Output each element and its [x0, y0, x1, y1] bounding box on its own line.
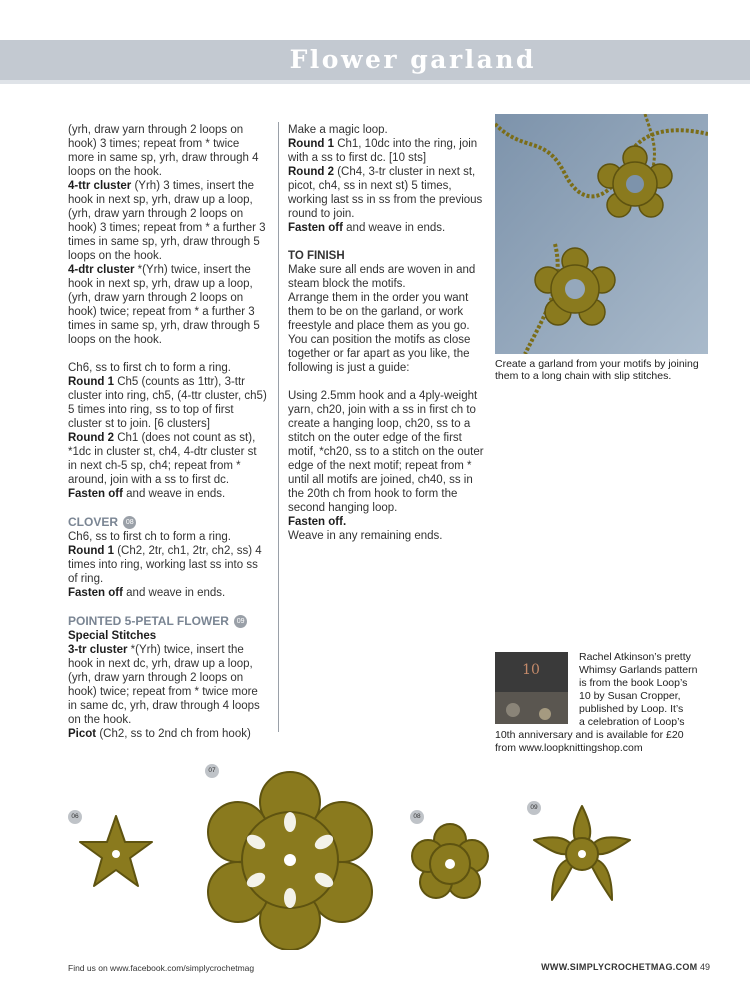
- c2-fasten-text: and weave in ends.: [342, 222, 446, 234]
- fasten-term: Fasten off: [68, 488, 123, 500]
- c2-round2-paragraph: [288, 165, 484, 221]
- tr-cluster-paragraph: [68, 643, 268, 727]
- pointed-flower-motif-09: [530, 802, 634, 906]
- clover-ring-text: Ch6, ss to first ch to form a ring.: [68, 531, 231, 543]
- picot-text: (Ch2, ss to 2nd ch from hook): [96, 728, 251, 740]
- book-line-4: 10 by Susan Cropper,: [579, 690, 681, 702]
- ttr-cluster-paragraph: [68, 179, 268, 263]
- clover-fasten-term: Fasten off: [68, 587, 123, 599]
- c2-round2-text: (Ch4, 3-tr cluster in next st, picot, ch4, ss in next st) 5 times, working last ss in ss from the previous round to join.: [288, 166, 483, 220]
- motif-label-08: 08: [410, 810, 424, 824]
- star-motif-06: [76, 812, 156, 892]
- page-number: 49: [699, 962, 710, 972]
- clover-title: CLOVER: [68, 515, 119, 529]
- footer-facebook: Find us on www.facebook.com/simplycrochetmag: [68, 963, 255, 973]
- ttr-cluster-text: (Yrh) 3 times, insert the hook in next sp, yrh, draw up a loop, (yrh, draw yarn through 2 loops on hook) 3 times; repeat from * a further 3 times in same sp, yrh, draw through 5 loops on the hook.: [68, 180, 266, 262]
- special-stitches-heading: Special Stitches: [68, 630, 157, 642]
- book-line-5: published by Loop. It’s: [579, 703, 684, 715]
- c2-fasten-paragraph: [288, 221, 484, 235]
- clover-round1-term: Round 1: [68, 545, 114, 557]
- book-credit: [495, 651, 720, 755]
- book-cover-number: 10: [522, 662, 540, 678]
- dtr-cluster-paragraph: [68, 263, 268, 347]
- book-line-2: Whimsy Garlands pattern: [579, 664, 698, 676]
- tr-cluster-text: *(Yrh) twice, insert the hook in next dc, yrh, draw up a loop, (yrh, draw yarn through 2 loops on hook) twice; repeat from * twice more in same dc, yrh, draw through 4 loops on the hook.: [68, 644, 260, 726]
- clover-motif-08: [410, 822, 490, 902]
- column-divider: [278, 122, 279, 732]
- dtr-cluster-term: 4-dtr cluster: [68, 264, 135, 276]
- text-column-2: [288, 123, 484, 543]
- pointed-badge: 09: [234, 615, 247, 628]
- cluster-continued-text: (yrh, draw yarn through 2 loops on hook) 3 times; repeat from * twice more in same sp, yrh, draw through 4 loops on the hook.: [68, 124, 259, 178]
- round1-paragraph: [68, 375, 268, 431]
- round1-term: Round 1: [68, 376, 114, 388]
- picot-paragraph: [68, 727, 268, 741]
- round2-paragraph: [68, 431, 268, 487]
- round2-term: Round 2: [68, 432, 114, 444]
- weave-final: Weave in any remaining ends.: [288, 530, 443, 542]
- book-line-7: 10th anniversary and is available for £20: [495, 729, 684, 741]
- pointed-heading: [68, 614, 268, 629]
- ring-text: Ch6, ss to first ch to form a ring.: [68, 362, 231, 374]
- fasten-text: and weave in ends.: [122, 488, 226, 500]
- clover-fasten-text: and weave in ends.: [122, 587, 226, 599]
- ttr-cluster-term: 4-ttr cluster: [68, 180, 132, 192]
- finish-paragraph-3: Using 2.5mm hook and a 4ply-weight yarn, ch20, join with a ss in first ch to create a hanging loop, ch20, ss to a stitch on the outer edge of the first motif, *ch20, ss to a stitch on the outer edge of the next motif; repeat from * until all motifs are joined, ch40, ss in the 20th ch from hook to form the second hanging loop.: [288, 390, 484, 514]
- clover-round1-paragraph: [68, 544, 268, 586]
- round2-text: Ch1 (does not count as st), *1dc in cluster st, ch4, 4-dtr cluster st in next ch-5 sp, ch4; repeat from * around, join with a ss to first dc.: [68, 432, 257, 486]
- clover-fasten-paragraph: [68, 586, 268, 600]
- book-line-6: a celebration of Loop’s: [579, 716, 685, 728]
- text-column-1: [68, 123, 268, 741]
- book-line-8: from www.loopknittingshop.com: [495, 742, 643, 754]
- pointed-title: POINTED 5-PETAL FLOWER: [68, 614, 229, 628]
- finish-paragraph-1: Make sure all ends are woven in and steam block the motifs.: [288, 264, 476, 290]
- clover-round1-text: (Ch2, 2tr, ch1, 2tr, ch2, ss) 4 times into ring, working last ss into ss of ring.: [68, 545, 262, 585]
- book-line-1: Rachel Atkinson’s pretty: [579, 651, 691, 663]
- dtr-cluster-text: *(Yrh) twice, insert the hook in next sp, yrh, draw up a loop, (yrh, draw yarn through 2 loops on hook) twice; repeat from * a further 3 times in same sp, yrh, draw through 5 loops on the hook.: [68, 264, 260, 346]
- flower-motif-07: [200, 770, 380, 950]
- c2-round1-term: Round 1: [288, 138, 334, 150]
- motif-label-06: 06: [68, 810, 82, 824]
- clover-heading: [68, 515, 268, 530]
- motif-label-09: 09: [527, 801, 541, 815]
- finish-paragraph-2: Arrange them in the order you want them to be on the garland, or work freestyle and place them as you go. You can position the motifs as close together or far apart as you like, the following is just a guide:: [288, 292, 471, 374]
- c2-round2-term: Round 2: [288, 166, 334, 178]
- book-line-3: is from the book Loop’s: [579, 677, 688, 689]
- picot-term: Picot: [68, 728, 97, 740]
- magic-loop-text: Make a magic loop.: [288, 124, 388, 136]
- header-strip: [0, 80, 750, 84]
- photo-caption: Create a garland from your motifs by joining them to a long chain with slip stitches.: [495, 358, 699, 382]
- footer-right: [541, 962, 710, 972]
- garland-photo: [495, 114, 708, 354]
- tr-cluster-term: 3-tr cluster: [68, 644, 128, 656]
- to-finish-heading: TO FINISH: [288, 250, 345, 262]
- footer-site: WWW.SIMPLYCROCHETMAG.COM: [541, 962, 698, 972]
- motif-label-07: 07: [205, 764, 219, 778]
- fasten-paragraph: [68, 487, 268, 501]
- clover-badge: 08: [123, 516, 136, 529]
- fasten-final: Fasten off.: [288, 516, 347, 528]
- round1-text: Ch5 (counts as 1ttr), 3-ttr cluster into ring, ch5, (4-ttr cluster, ch5) 5 times into ring, ss to top of first cluster st to join. [6 clusters]: [68, 376, 267, 430]
- page-title: Flower garland: [289, 45, 536, 74]
- c2-round1-paragraph: [288, 137, 484, 165]
- c2-fasten-term: Fasten off: [288, 222, 343, 234]
- c2-round1-text: Ch1, 10dc into the ring, join with a ss to first dc. [10 sts]: [288, 138, 478, 164]
